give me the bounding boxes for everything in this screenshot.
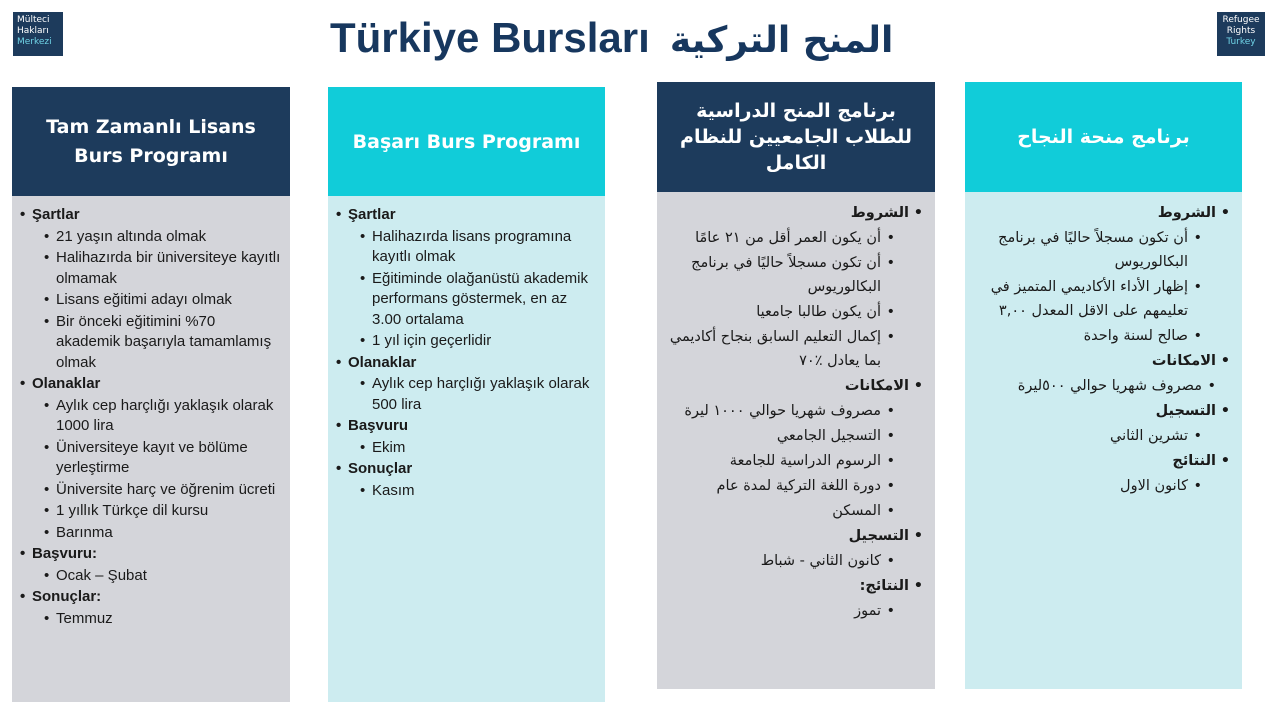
column-body xyxy=(12,196,290,702)
logo-line: Mülteci xyxy=(17,15,50,25)
logo-line: Hakları xyxy=(17,26,49,36)
section-heading: Başvuru: xyxy=(32,545,98,562)
list-item: • أن تكون مسجلاً حاليًا في برنامج البكالوريوس xyxy=(667,251,895,299)
section xyxy=(336,353,597,416)
list-item: • Bir önceki eğitimini %70 akademik başarıyla tamamlamış olmak xyxy=(44,312,282,374)
logo-right xyxy=(1217,12,1265,56)
section-heading: الامكانات xyxy=(844,378,909,394)
list-item: • تشرين الثاني xyxy=(971,424,1202,448)
list-item: • Halihazırda lisans programına kayıtlı olmak xyxy=(360,227,597,268)
page-title xyxy=(330,14,893,62)
list-item: • أن يكون العمر أقل من ٢١ عامًا xyxy=(667,226,895,250)
list-item: • Üniversiteye kayıt ve bölüme yerleştirme xyxy=(44,438,282,479)
list-item: • كانون الثاني - شباط xyxy=(667,549,895,573)
section-heading: Olanaklar xyxy=(32,375,101,392)
logo-left xyxy=(13,12,63,56)
column-full-time-scholarship xyxy=(12,87,290,702)
list-item: • 1 yıllık Türkçe dil kursu xyxy=(44,501,282,522)
section xyxy=(667,201,923,373)
section xyxy=(20,544,282,586)
list-item: • المسكن xyxy=(667,499,895,523)
list-item: • Eğitiminde olağanüstü akademik performans göstermek, en az 3.00 ortalama xyxy=(360,269,597,331)
section xyxy=(667,524,923,573)
section xyxy=(336,416,597,458)
list-item: • أن يكون طالبا جامعيا xyxy=(667,300,895,324)
list-item: • دورة اللغة التركية لمدة عام xyxy=(667,474,895,498)
section xyxy=(971,399,1230,448)
list-item: • إظهار الأداء الأكاديمي المتميز في تعليمهم على الاقل المعدل ٣,٠٠ xyxy=(971,275,1202,323)
logo-line: Rights xyxy=(1226,26,1256,36)
column-body xyxy=(965,192,1242,689)
section-heading: النتائج xyxy=(1172,453,1216,469)
list-item: • Aylık cep harçlığı yaklaşık olarak 500 lira xyxy=(360,374,597,415)
list-item: • تموز xyxy=(667,599,895,623)
list-item: • إكمال التعليم السابق بنجاح أكاديمي بما يعادل ٪٧٠ xyxy=(667,325,895,373)
title-arabic: المنح التركية xyxy=(669,20,894,61)
section-heading: الشروط xyxy=(850,205,909,221)
column-header: برنامج منحة النجاح xyxy=(965,82,1242,192)
list-item: • مصروف شهريا حوالي ١٠٠٠ ليرة xyxy=(667,399,895,423)
column-header: برنامج المنح الدراسية للطلاب الجامعيين للنظام الكامل xyxy=(657,82,935,192)
logo-line: Turkey xyxy=(1226,37,1256,47)
list-item: • Temmuz xyxy=(44,609,282,630)
section-heading: التسجيل xyxy=(1155,403,1216,419)
column-header: Başarı Burs Programı xyxy=(328,87,605,196)
list-item: • Ocak – Şubat xyxy=(44,566,282,587)
column-success-scholarship-arabic xyxy=(965,82,1242,689)
section-heading: Sonuçlar: xyxy=(32,588,102,605)
title-turkish: Türkiye Bursları xyxy=(330,14,650,61)
list-item: • الرسوم الدراسية للجامعة xyxy=(667,449,895,473)
section-heading: Olanaklar xyxy=(348,353,417,371)
column-success-scholarship xyxy=(328,87,605,702)
column-header: Tam Zamanlı Lisans Burs Programı xyxy=(12,87,290,196)
list-item: • Aylık cep harçlığı yaklaşık olarak 1000 lira xyxy=(44,396,282,437)
section xyxy=(20,587,282,629)
section-heading: التسجيل xyxy=(848,528,909,544)
column-full-time-scholarship-arabic xyxy=(657,82,935,689)
section xyxy=(336,205,597,352)
section xyxy=(20,205,282,373)
list-item: • التسجيل الجامعي xyxy=(667,424,895,448)
list-item: • 21 yaşın altında olmak xyxy=(44,227,282,248)
section-heading: النتائج: xyxy=(859,578,909,594)
section xyxy=(667,574,923,623)
section-heading: Başvuru xyxy=(348,417,409,434)
column-body xyxy=(328,196,605,702)
section xyxy=(336,459,597,501)
section xyxy=(971,349,1230,398)
list-item: • صالح لسنة واحدة xyxy=(971,324,1202,348)
section xyxy=(20,374,282,543)
list-item: • Kasım xyxy=(360,481,597,502)
section-heading: الشروط xyxy=(1157,205,1216,221)
logo-line: Merkezi xyxy=(17,37,52,47)
column-body xyxy=(657,192,935,689)
list-item: • Halihazırda bir üniversiteye kayıtlı olmamak xyxy=(44,248,282,289)
list-item: • Barınma xyxy=(44,523,282,544)
list-item: • Üniversite harç ve öğrenim ücreti xyxy=(44,480,282,501)
list-item: • أن تكون مسجلاً حاليًا في برنامج البكالوريوس xyxy=(971,226,1202,274)
list-item: • 1 yıl için geçerlidir xyxy=(360,331,597,352)
list-item: • مصروف شهريا حوالي ٥٠٠ليرة xyxy=(971,374,1216,398)
section xyxy=(971,201,1230,348)
list-item: • Ekim xyxy=(360,438,597,459)
section-heading: Şartlar xyxy=(348,206,396,223)
section xyxy=(667,374,923,523)
section-heading: الامكانات xyxy=(1151,353,1216,369)
list-item: • كانون الاول xyxy=(971,474,1202,498)
section-heading: Sonuçlar xyxy=(348,460,413,477)
section-heading: Şartlar xyxy=(32,206,80,223)
section xyxy=(971,449,1230,498)
logo-line: Refugee xyxy=(1222,15,1260,25)
list-item: • Lisans eğitimi adayı olmak xyxy=(44,290,282,311)
